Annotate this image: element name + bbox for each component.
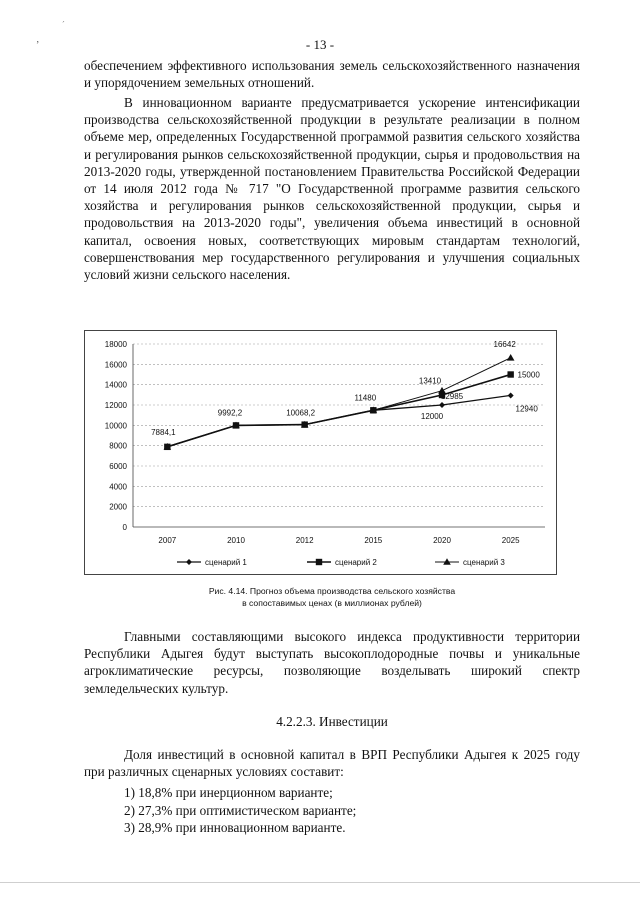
list-item: 2) 27,3% при оптимистическом варианте; bbox=[124, 802, 357, 818]
chart-svg bbox=[85, 331, 558, 576]
y-tick-label: 8000 bbox=[109, 441, 127, 451]
list-item: 1) 18,8% при инерционном варианте; bbox=[124, 785, 333, 800]
data-point-s1 bbox=[508, 392, 514, 398]
x-tick-label: 2007 bbox=[158, 536, 177, 545]
scan-bottom-edge bbox=[0, 882, 640, 883]
paragraph-1: обеспечением эффективного использования земель сельскохозяйственного назначения и упорядочением земельных отношений. bbox=[84, 58, 580, 91]
section-heading: 4.2.2.3. Инвестиции bbox=[276, 714, 388, 729]
x-tick-label: 2020 bbox=[433, 536, 451, 545]
investment-share-list bbox=[124, 784, 356, 837]
y-tick-label: 4000 bbox=[109, 482, 127, 492]
data-point-s3 bbox=[507, 354, 515, 361]
page-number: - 13 - bbox=[305, 37, 335, 52]
paragraph-2: В инновационном варианте предусматривается ускорение интенсификации производства сельскохозяйственной продукции в результате реализации в полном объеме мер, определенных Государственной программой развития сельского хозяйства и регулирования рынков сельскохозяйственной продукции, сырья и продовольствия на 2013-2020 годы, утвержденной постановлением Правительства Российской Федерации от 14 июля 2012 года № 717 "О Государственной программе развития сельского хозяйства и регулирования рынков сельскохозяйственной продукции, сырья и продовольствия на 2013-2020 годы", увеличения объема инвестиций в основной капитал, освоения новых, соответствующих мировым стандартам технологий, совершенствования мер государственного регулирования и улучшения социальных условий жизни сельского населения. bbox=[84, 95, 580, 283]
data-point-s2 bbox=[507, 371, 513, 377]
x-tick-label: 2010 bbox=[227, 536, 245, 545]
y-tick-label: 14000 bbox=[104, 380, 127, 390]
scan-mark: ʼ bbox=[36, 40, 40, 51]
data-label: 16642 bbox=[493, 339, 516, 349]
data-label: 10068,2 bbox=[286, 408, 316, 418]
legend-label: сценарий 2 bbox=[335, 558, 377, 567]
x-tick-label: 2015 bbox=[364, 536, 383, 545]
caption-line-1: Рис. 4.14. Прогноз объема производства сельского хозяйства bbox=[208, 586, 456, 596]
data-label: 9992,2 bbox=[217, 408, 243, 418]
legend-marker bbox=[316, 559, 322, 565]
legend-label: сценарий 3 bbox=[463, 558, 505, 567]
paragraph-4: Доля инвестиций в основной капитал в ВРП Республики Адыгея к 2025 году при различных сценарных условиях составит: bbox=[84, 747, 580, 780]
scan-mark: ´ bbox=[62, 20, 65, 29]
caption-line-2: в сопоставимых ценах (в миллионах рублей) bbox=[242, 597, 422, 608]
y-tick-label: 0 bbox=[122, 523, 127, 532]
data-label: 12000 bbox=[420, 412, 444, 421]
series-line-1 bbox=[167, 395, 510, 446]
paragraph-3: Главными составляющими высокого индекса продуктивности территории Республики Адыгея будут выступать высокоплодородные почвы и уникальные агроклиматические ресурсы, позволяющие возделывать широкий спектр земледельческих культур. bbox=[84, 629, 580, 696]
data-label: 12985 bbox=[440, 391, 464, 401]
list-item: 3) 28,9% при инновационном варианте. bbox=[124, 820, 346, 836]
legend-marker bbox=[186, 559, 192, 565]
y-tick-label: 18000 bbox=[104, 340, 127, 349]
data-label: 13410 bbox=[418, 376, 442, 386]
y-tick-label: 6000 bbox=[109, 462, 127, 471]
data-point-s1 bbox=[439, 402, 445, 408]
production-forecast-chart bbox=[84, 330, 557, 575]
y-tick-label: 2000 bbox=[109, 502, 127, 512]
data-label: 15000 bbox=[517, 370, 540, 380]
y-tick-label: 10000 bbox=[104, 421, 127, 431]
x-tick-label: 2012 bbox=[295, 536, 314, 545]
data-label: 11480 bbox=[354, 393, 377, 403]
x-tick-label: 2025 bbox=[501, 536, 520, 545]
data-label: 12940 bbox=[515, 404, 538, 414]
data-label: 7884,1 bbox=[151, 427, 176, 437]
y-tick-label: 12000 bbox=[104, 401, 127, 410]
legend-label: сценарий 1 bbox=[205, 558, 247, 567]
figure-caption bbox=[84, 586, 580, 609]
y-tick-label: 16000 bbox=[104, 360, 127, 370]
